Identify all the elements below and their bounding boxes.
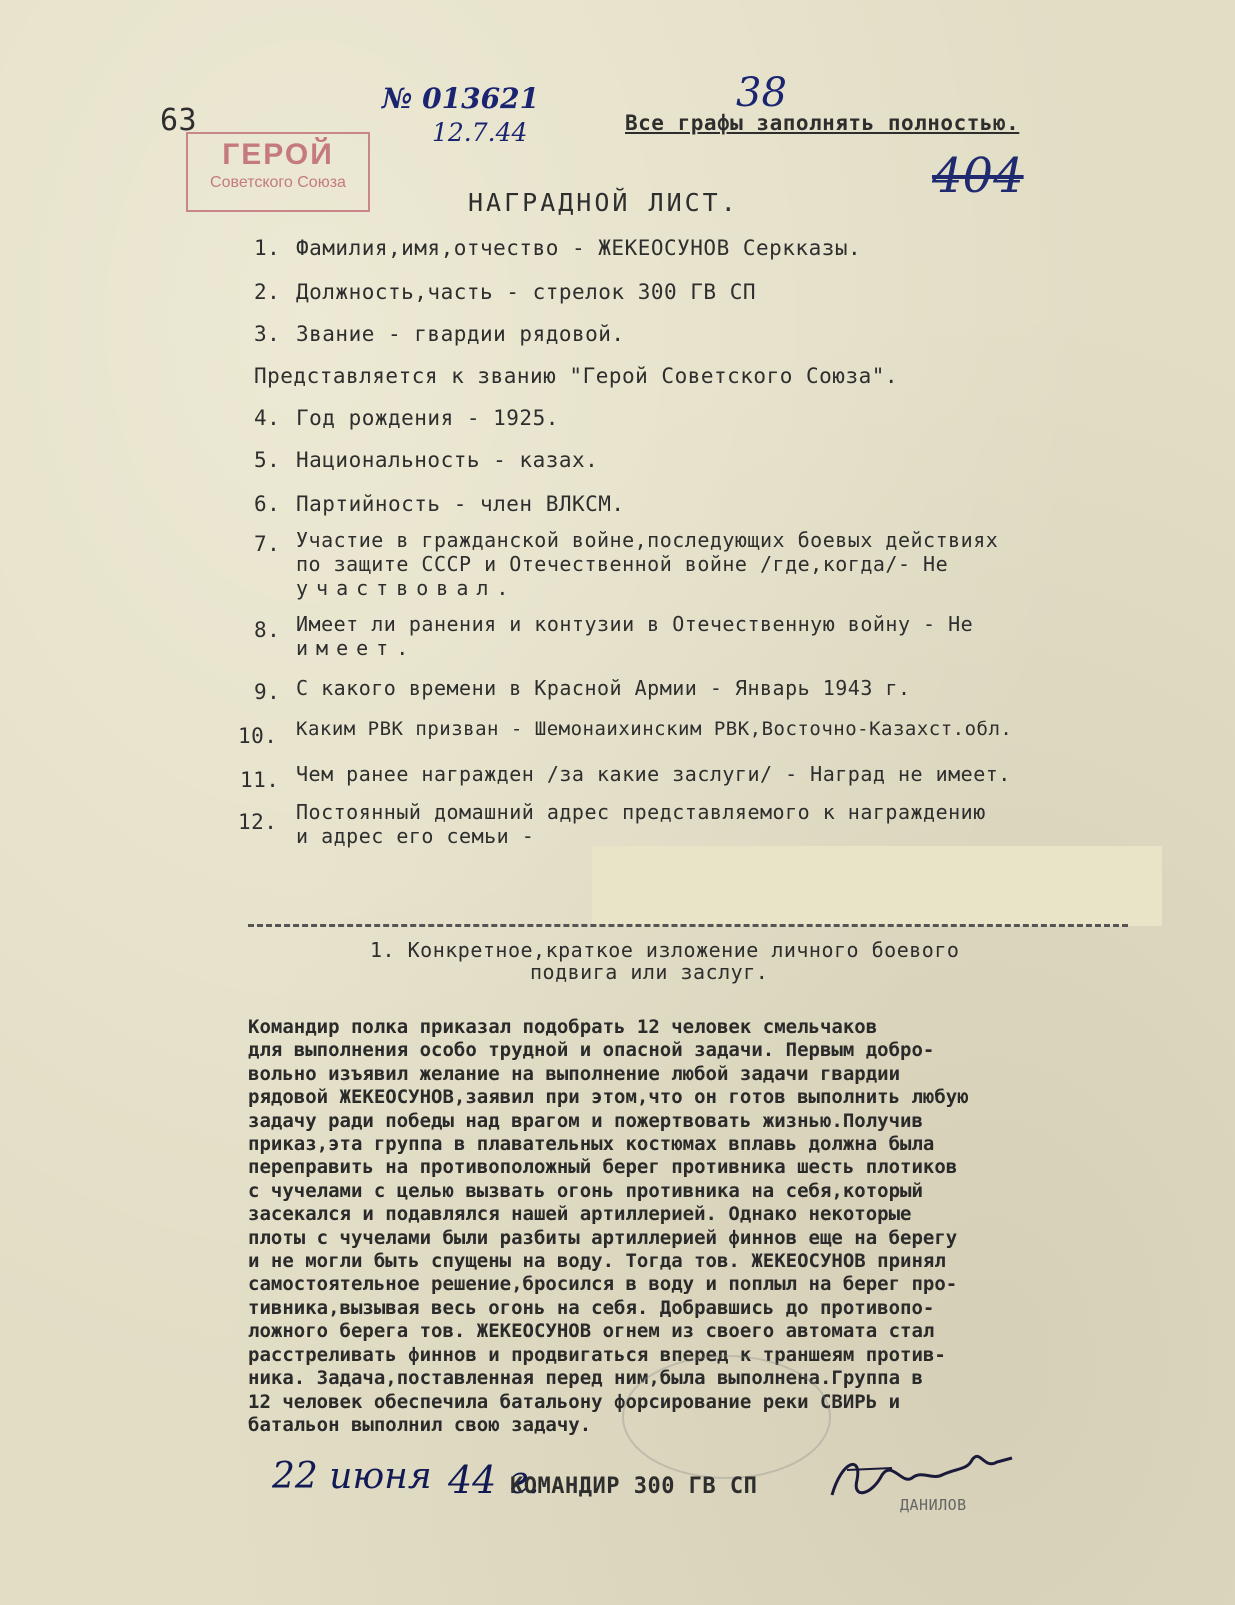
field-num-10: 10. — [238, 724, 278, 748]
field-num-2: 2. — [254, 280, 281, 304]
handwritten-signing-date: 22 июня — [272, 1456, 432, 1497]
field-text-12-line1: Постоянный домашний адрес представляемого к награждению — [296, 800, 986, 824]
field-text-4: Год рождения - 1925. — [296, 406, 559, 430]
field-num-7: 7. — [254, 532, 281, 556]
field-num-9: 9. — [254, 680, 281, 704]
commander-name: ДАНИЛОВ — [900, 1496, 967, 1514]
field-text-6: Партийность - член ВЛКСМ. — [296, 492, 625, 516]
award-nomination-line: Представляется к званию "Герой Советского Союза". — [254, 364, 899, 388]
field-text-11: Чем ранее награжден /за какие заслуги/ - Наград не имеет. — [296, 762, 1011, 786]
stamp-line-2: Советского Союза — [210, 174, 346, 191]
section-heading-line2: подвига или заслуг. — [530, 960, 769, 984]
field-text-2: Должность,часть - стрелок 300 ГВ СП — [296, 280, 757, 304]
field-text-1: Фамилия,имя,отчество - ЖЕКЕОСУНОВ Серкказы. — [296, 236, 862, 260]
faded-round-seal — [622, 1355, 831, 1479]
field-num-8: 8. — [254, 618, 281, 642]
hero-of-soviet-union-stamp — [186, 132, 370, 212]
field-text-9: С какого времени в Красной Армии - Январь 1943 г. — [296, 676, 911, 700]
feat-line: самостоятельное решение,бросился в воду и поплыл на берег про- — [248, 1273, 958, 1296]
feat-line: тивника,вызывая весь огонь на себя. Добравшись до противопо- — [248, 1296, 935, 1319]
feat-line: Командир полка приказал подобрать 12 человек смельчаков — [248, 1016, 878, 1038]
feat-line: приказ,эта группа в плавательных костюмах вплавь должна была — [248, 1133, 935, 1156]
feat-line: засекался и подавлялся нашей артиллерией. Однако некоторые — [248, 1203, 912, 1226]
handwritten-registration-date: 12.7.44 — [432, 118, 528, 147]
handwritten-document-number: № 013621 — [382, 82, 540, 115]
feat-line: расстреливать финнов и продвигаться вперед к траншеям против- — [248, 1343, 946, 1366]
feat-line: для выполнения особо трудной и опасной задачи. Первым добро- — [248, 1039, 935, 1062]
document-title: НАГРАДНОЙ ЛИСТ. — [468, 188, 739, 217]
field-num-6: 6. — [254, 492, 281, 516]
field-text-8-line2: имеет. — [296, 636, 417, 660]
feat-line: 12 человек обеспечила батальону форсирование реки СВИРЬ и — [248, 1390, 901, 1413]
field-text-8-line1: Имеет ли ранения и контузии в Отечественную войну - Не — [296, 612, 974, 636]
feat-line: ника. Задача,поставленная перед ним,была выполнена.Группа в — [248, 1367, 923, 1390]
field-text-7-line1: Участие в гражданской войне,последующих боевых действиях — [296, 528, 999, 552]
field-num-12: 12. — [238, 810, 278, 834]
field-num-11: 11. — [240, 768, 280, 792]
commander-signature-line: КОМАНДИР 300 ГВ СП — [510, 1474, 758, 1499]
handwritten-signing-year: 44 г. — [448, 1458, 540, 1502]
field-num-1: 1. — [254, 236, 281, 260]
section-heading-line1: 1. Конкретное,краткое изложение личного боевого — [370, 938, 960, 962]
field-text-10: Каким РВК призван - Шемонаихинским РВК,Восточно-Казахст.обл. — [296, 718, 1013, 740]
field-num-4: 4. — [254, 406, 281, 430]
field-num-3: 3. — [254, 322, 281, 346]
instruction-text: Все графы заполнять полностью. — [625, 111, 1020, 135]
feat-line: задачу ради победы над врагом и пожертвовать жизнью.Получив — [248, 1109, 923, 1132]
feat-line: батальон выполнил свою задачу. — [248, 1413, 592, 1436]
redacted-address-area — [592, 846, 1162, 926]
field-num-5: 5. — [254, 448, 281, 472]
feat-line: с чучелами с целью вызвать огонь противника на себя,который — [248, 1179, 923, 1202]
section-divider — [248, 924, 1128, 927]
feat-line: переправить на противоположный берег противника шесть плотиков — [248, 1156, 958, 1179]
field-text-5: Национальность - казах. — [296, 448, 599, 472]
handwritten-sheet-number: 38 — [736, 70, 787, 116]
handwritten-sheet-number-right: 404 — [932, 148, 1024, 204]
field-text-7-line2: по защите СССР и Отечественной войне /где,когда/- Не — [296, 552, 949, 576]
field-text-12-line2: и адрес его семьи - — [296, 824, 535, 848]
feat-line: и не могли быть спущены на воду. Тогда тов. ЖЕКЕОСУНОВ принял — [248, 1250, 946, 1273]
field-text-7-line3: участвовал. — [296, 576, 517, 600]
feat-line: вольно изъявил желание на выполнение любой задачи гвардии — [248, 1062, 901, 1085]
field-text-3: Звание - гвардии рядовой. — [296, 322, 625, 346]
feat-line: ложного берега тов. ЖЕКЕОСУНОВ огнем из своего автомата стал — [248, 1320, 935, 1343]
stamp-line-1: ГЕРОЙ — [222, 138, 334, 171]
feat-line: рядовой ЖЕКЕОСУНОВ,заявил при этом,что он готов выполнить любую — [248, 1086, 969, 1109]
page-number: 63 — [160, 103, 198, 138]
feat-line: плоты с чучелами были разбиты артиллерией финнов еще на берегу — [248, 1226, 958, 1249]
